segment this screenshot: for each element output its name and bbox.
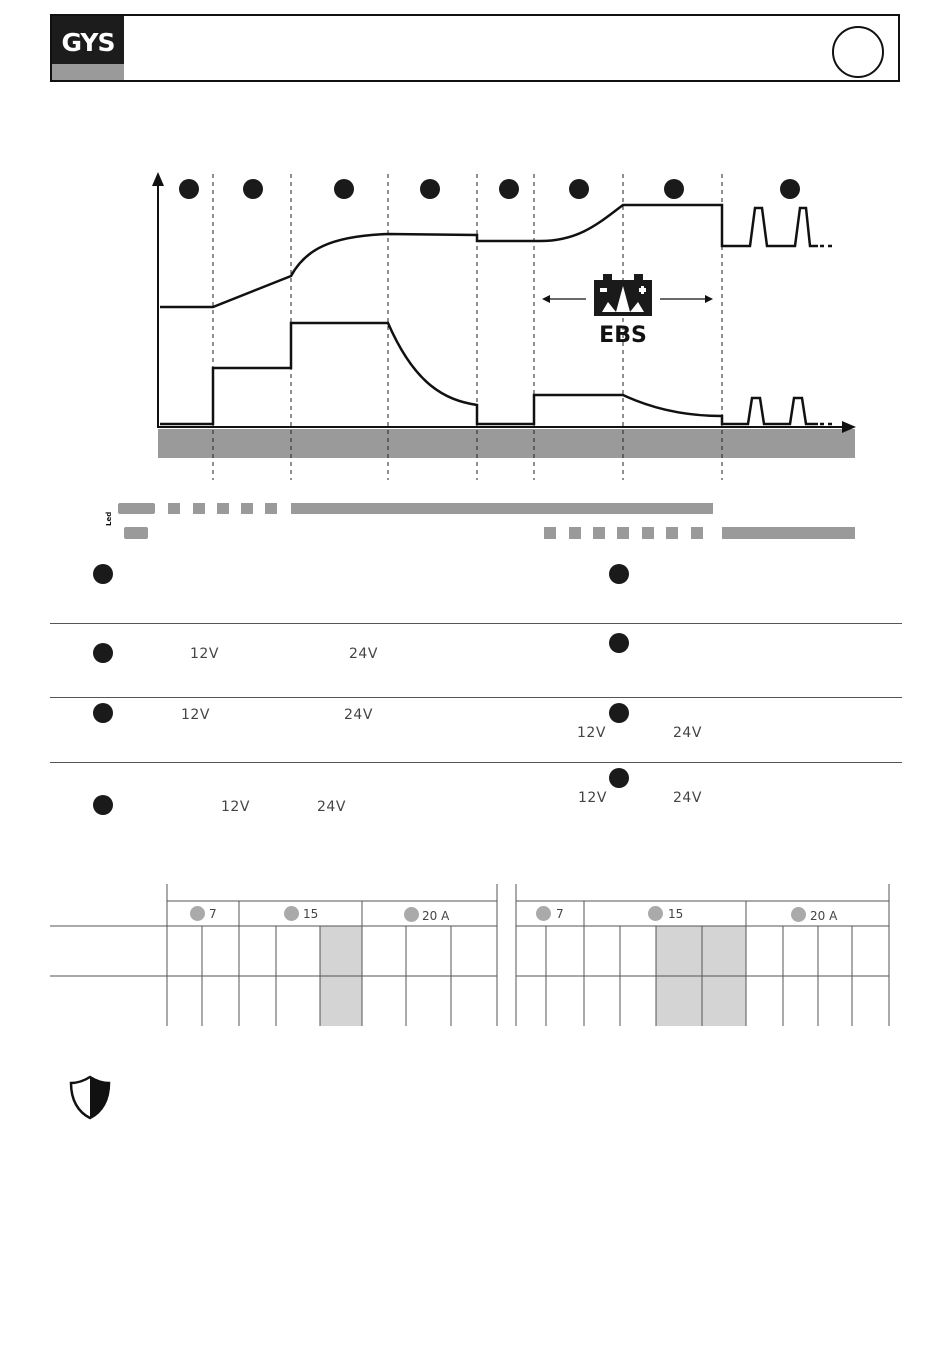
step-marker-1 [93, 564, 113, 584]
ebs-label: EBS [599, 323, 647, 348]
amp-label: 20 A [422, 909, 450, 923]
step-dot-1 [179, 179, 199, 199]
amp-dot [791, 907, 806, 922]
battery-icon [594, 274, 652, 316]
voltage-24v: 24V [349, 646, 378, 662]
amp-label: 7 [209, 907, 217, 921]
step-marker-8 [609, 768, 629, 788]
led-solid [124, 527, 148, 539]
voltage-24v: 24V [317, 799, 346, 815]
led-blink [593, 527, 605, 539]
step-marker-4 [93, 795, 113, 815]
section-divider [50, 697, 902, 698]
led-blink [642, 527, 654, 539]
step-dot-6 [569, 179, 589, 199]
step-dot-5 [499, 179, 519, 199]
ebs-arrowhead-right [705, 295, 713, 303]
amp-dot [648, 906, 663, 921]
step-dot-7 [664, 179, 684, 199]
voltage-12v: 12V [578, 790, 607, 806]
voltage-12v: 12V [190, 646, 219, 662]
led-blink [217, 503, 229, 514]
led-blink [617, 527, 629, 539]
amperage-tables [0, 870, 950, 1040]
led-label: Led [105, 511, 113, 526]
led-row-2 [124, 527, 855, 539]
voltage-12v: 12V [577, 725, 606, 741]
led-blink [544, 527, 556, 539]
voltage-12v: 12V [181, 707, 210, 723]
voltage-24v: 24V [673, 790, 702, 806]
step-dot-3 [334, 179, 354, 199]
step-marker-5 [609, 564, 629, 584]
step-marker-3 [93, 703, 113, 723]
voltage-curve [160, 205, 818, 307]
y-axis-arrow [152, 172, 164, 186]
step-dot-4 [420, 179, 440, 199]
led-blink [168, 503, 180, 514]
voltage-12v: 12V [221, 799, 250, 815]
table-1-grid [50, 884, 497, 1026]
led-blink [569, 527, 581, 539]
table-2-grid [516, 884, 889, 1026]
led-blink [691, 527, 703, 539]
section-divider [50, 623, 902, 624]
amp-dot [284, 906, 299, 921]
step-marker-7 [609, 703, 629, 723]
charging-curve-chart [0, 0, 950, 560]
amp-label: 7 [556, 907, 564, 921]
logo-text: GYS [61, 28, 115, 57]
led-solid [722, 527, 855, 539]
step-dot-8 [780, 179, 800, 199]
step-marker-6 [609, 633, 629, 653]
led-solid [291, 503, 713, 514]
led-blink [265, 503, 277, 514]
voltage-24v: 24V [344, 707, 373, 723]
voltage-24v: 24V [673, 725, 702, 741]
section-divider [50, 762, 902, 763]
led-blink [666, 527, 678, 539]
step-marker-2 [93, 643, 113, 663]
led-row-1 [118, 503, 713, 514]
step-dot-2 [243, 179, 263, 199]
amp-label: 20 A [810, 909, 838, 923]
shield-icon [68, 1074, 112, 1120]
amp-dot [190, 906, 205, 921]
step-dots [179, 179, 800, 199]
amp-dot [404, 907, 419, 922]
led-solid [118, 503, 155, 514]
amp-label: 15 [668, 907, 684, 921]
amp-label: 15 [303, 907, 319, 921]
led-blink [193, 503, 205, 514]
ebs-arrowhead-left [542, 295, 550, 303]
led-blink [241, 503, 253, 514]
current-curve [160, 323, 818, 424]
time-axis-band [158, 429, 855, 458]
amp-dot [536, 906, 551, 921]
